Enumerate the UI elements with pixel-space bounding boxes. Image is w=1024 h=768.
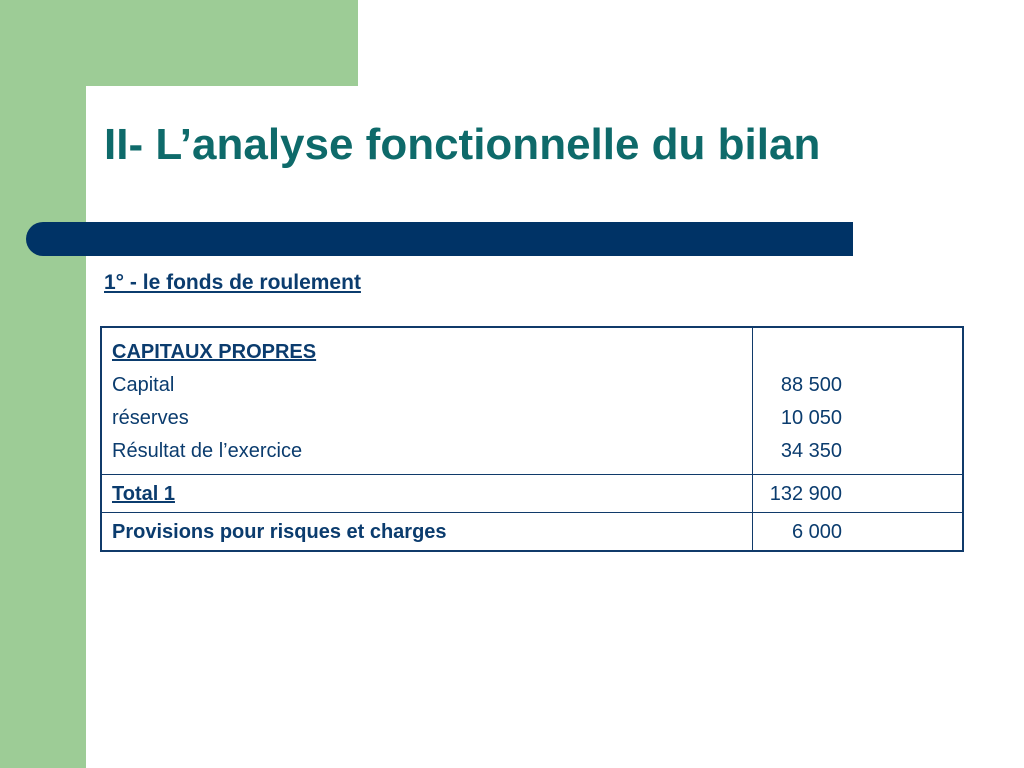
equity-values-cell [753,327,964,475]
provisions-label-cell [101,513,753,552]
equity-labels-cell [101,327,753,475]
provisions-value: 6 000 [791,521,842,543]
item-label-reserves: réserves [112,407,189,429]
slide-title: II- L’analyse fonctionnelle du bilan [104,120,821,169]
header-spacer [763,336,842,369]
slide-subtitle: 1° - le fonds de roulement [104,271,361,294]
balance-table [100,326,964,552]
section-header: CAPITAUX PROPRES [112,341,317,363]
total-row [101,475,963,513]
provisions-value-cell [753,513,964,552]
item-label-result: Résultat de l’exercice [112,440,303,462]
total-value-cell [753,475,964,513]
item-value-capital: 88 500 [780,374,842,396]
equity-row [101,327,963,475]
item-value-reserves: 10 050 [780,407,842,429]
item-label-capital: Capital [112,374,175,396]
item-value-result: 34 350 [780,440,842,462]
total-label: Total 1 [112,483,175,505]
total-label-cell [101,475,753,513]
total-value: 132 900 [769,483,842,505]
accent-bar [26,222,853,256]
provisions-row [101,513,963,552]
green-band-left [0,0,86,768]
provisions-label: Provisions pour risques et charges [112,521,447,543]
